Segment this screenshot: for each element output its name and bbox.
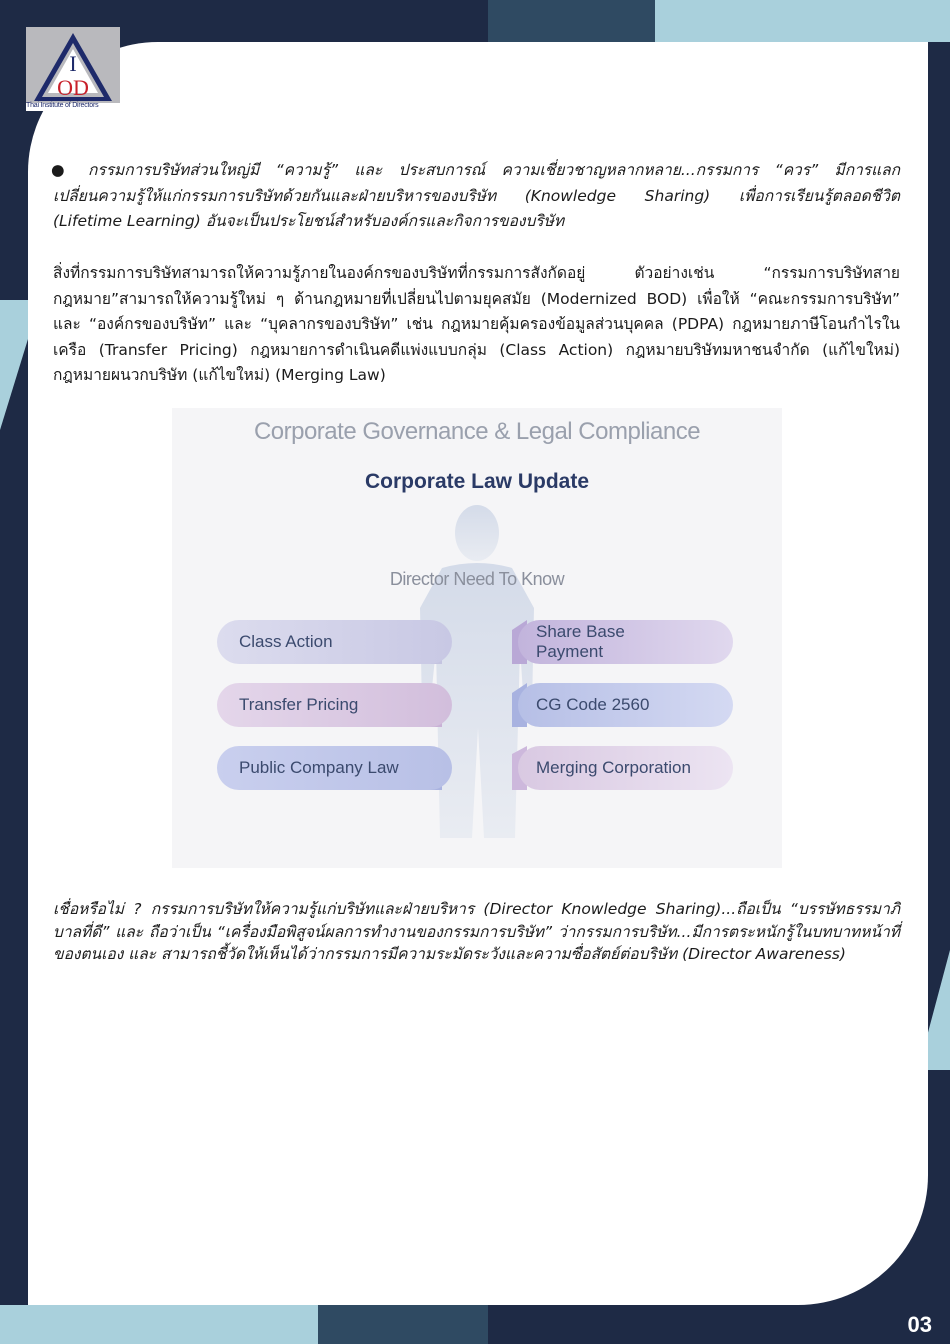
bottom-slate-band [318, 1305, 488, 1344]
top-teal-band [655, 0, 950, 42]
topic-merging-corporation [518, 746, 733, 790]
topic-transfer-pricing [217, 683, 452, 727]
logo-letters-od: OD [57, 75, 89, 100]
corporate-law-figure [172, 408, 782, 868]
topic-label: Transfer Pricing [239, 695, 359, 714]
top-slate-band [488, 0, 655, 42]
topic-label: CG Code 2560 [536, 695, 650, 714]
logo-letter-i: I [69, 51, 77, 76]
figure-title: Corporate Governance & Legal Compliance [253, 418, 701, 445]
topic-share-base-payment [518, 620, 733, 664]
figure-center-label: Director Need To Know [389, 569, 565, 589]
topic-public-company-law [217, 746, 452, 790]
bottom-teal-band [0, 1305, 318, 1344]
paragraph-1-line-3: (Lifetime Learning) อันจะเป็นประโยชน์สำหรับองค์กรและกิจการของบริษัท [53, 212, 565, 230]
paragraph-knowledge [53, 158, 900, 235]
topic-label: Merging Corporation [536, 758, 691, 777]
logo-caption: Thai Institute of Directors [26, 102, 99, 109]
bullet-icon: ● [51, 161, 76, 179]
topic-label: Public Company Law [239, 758, 399, 777]
paragraph-1-line-2: เปลี่ยนความรู้ให้แก่กรรมการบริษัทด้วยกันและฝ่ายบริหารของบริษัท (Knowledge Sharing) เพื่อการเรียนรู้ตลอดชีวิต [53, 186, 900, 205]
paragraph-legal-examples: สิ่งที่กรรมการบริษัทสามารถให้ความรู้ภายในองค์กรของบริษัทที่กรรมการสังกัดอยู่ ตัวอย่างเช่น “กรรมการบริษัทสายกฎหมาย”สามารถให้ความรู้ใหม่ ๆ ด้านกฎหมายที่เปลี่ยนไปตามยุคสมัย (Modernized BOD) เพื่อให้ “คณะกรรมการบริษัท” และ “องค์กรของบริษัท” และ “บุคลากรของบริษัท” เช่น กฎหมายคุ้มครองข้อมูลส่วนบุคคล (PDPA) กฎหมายภาษีโอนกำไรในเครือ (Transfer Pricing) กฎหมายการดำเนินคดีแพ่งแบบกลุ่ม (Class Action) กฎหมายบริษัทมหาชนจำกัด (แก้ไขใหม่) กฎหมายผนวกบริษัท (แก้ไขใหม่) (Merging Law) [53, 264, 900, 384]
paragraph-1-line-1: กรรมการบริษัทส่วนใหญ่มี “ความรู้” และ ประสบการณ์ ความเชี่ยวชาญหลากหลาย...กรรมการ “ควร” มีการแลก [87, 161, 901, 179]
topic-cg-code [518, 683, 733, 727]
page-number: 03 [907, 1312, 932, 1337]
paragraph-director-awareness: เชื่อหรือไม่ ? กรรมการบริษัทให้ความรู้แก่บริษัทและฝ่ายบริหาร (Director Knowledge Sharing)...ถือเป็น “บรรษัทธรรมาภิบาลที่ดี” และ ถือว่าเป็น “เครื่องมือพิสูจน์ผลการทำงานของกรรมการบริษัท” ว่ากรรมการบริษัท...มีการตระหนักรู้ในบทบาทหน้าที่ของตนเอง และ สามารถชี้วัดให้เห็นได้ว่ากรรมการมีความระมัดระวังและความซื่อสัตย์ต่อบริษัท (Director Awareness) [53, 900, 900, 963]
topic-class-action [217, 620, 452, 664]
topic-label: Class Action [239, 632, 333, 651]
topic-label: Share Base Payment [536, 622, 625, 661]
figure-subtitle: Corporate Law Update [364, 470, 590, 493]
iod-logo [26, 27, 120, 111]
logo-triangle-icon [26, 27, 120, 103]
